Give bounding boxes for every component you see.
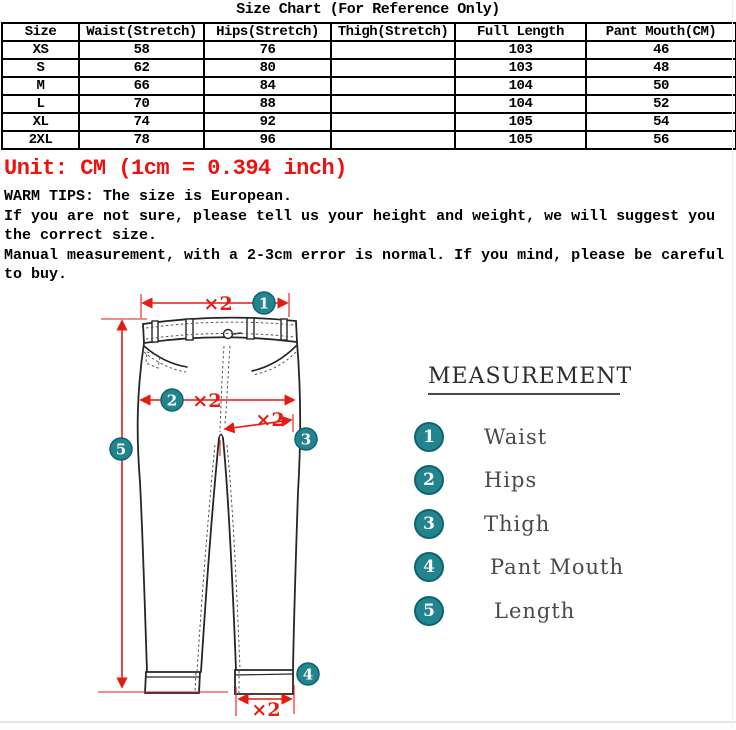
legend-label: Length — [494, 598, 576, 623]
col-header-pant-mouth: Pant Mouth(CM) — [586, 23, 736, 41]
cell — [331, 77, 455, 95]
legend-label: Pant Mouth — [490, 555, 624, 580]
cell: 74 — [79, 113, 204, 131]
cell: 80 — [204, 59, 331, 77]
cell: 103 — [455, 59, 586, 77]
cell: 104 — [455, 77, 586, 95]
svg-text:5: 5 — [115, 440, 127, 459]
cell: 62 — [79, 59, 204, 77]
measurement-legend-title: MEASUREMENT — [428, 364, 620, 395]
cell: 103 — [455, 41, 586, 59]
pants-outline — [138, 318, 300, 694]
badge-1-waist — [253, 292, 275, 314]
table-row-xs — [2, 41, 736, 59]
col-header-full-length: Full Length — [455, 23, 586, 41]
size-chart-title: Size Chart (For Reference Only) — [236, 1, 500, 18]
cell: 58 — [79, 41, 204, 59]
x2-label-pant-mouth: ×2 — [251, 699, 281, 721]
cell: XS — [2, 41, 79, 59]
legend-item-thigh — [414, 502, 694, 546]
col-header-hips: Hips(Stretch) — [204, 23, 331, 41]
x2-label-waist: ×2 — [203, 293, 233, 315]
col-header-size: Size — [2, 23, 79, 41]
warm-tips — [4, 187, 734, 285]
legend-label: Thigh — [484, 511, 551, 536]
x2-label-hips: ×2 — [192, 390, 222, 412]
svg-text:2: 2 — [166, 391, 178, 410]
cell: 52 — [586, 95, 736, 113]
size-chart-table — [1, 22, 736, 150]
tip-line: If you are not sure, please tell us your height and weight, we will suggest you the correct size. — [4, 207, 716, 244]
cell — [331, 113, 455, 131]
legend-item-waist — [414, 415, 694, 459]
badge-2-hips — [161, 389, 183, 411]
cell — [331, 41, 455, 59]
legend-badge-4: 4 — [414, 552, 444, 582]
cell: 96 — [204, 131, 331, 149]
badge-5-length — [110, 438, 132, 460]
table-row-2xl — [2, 131, 736, 149]
legend-badge-2: 2 — [414, 465, 444, 495]
cell: 88 — [204, 95, 331, 113]
cell — [331, 59, 455, 77]
svg-text:4: 4 — [302, 665, 314, 684]
svg-text:1: 1 — [258, 294, 270, 313]
legend-badge-1: 1 — [414, 422, 444, 452]
badge-3-thigh — [295, 428, 317, 450]
legend-item-hips — [414, 459, 694, 503]
table-row-s — [2, 59, 736, 77]
legend-item-length — [414, 589, 694, 633]
table-row-xl — [2, 113, 736, 131]
cell: 70 — [79, 95, 204, 113]
unit-note: Unit: CM (1cm = 0.394 inch) — [4, 156, 347, 181]
cell: 2XL — [2, 131, 79, 149]
cell: L — [2, 95, 79, 113]
svg-text:3: 3 — [300, 430, 312, 449]
cell: XL — [2, 113, 79, 131]
legend-badge-3: 3 — [414, 509, 444, 539]
cell: S — [2, 59, 79, 77]
cell: 66 — [79, 77, 204, 95]
legend-label: Hips — [484, 468, 538, 493]
col-header-thigh: Thigh(Stretch) — [331, 23, 455, 41]
right-edge-line — [732, 0, 733, 728]
table-row-m — [2, 77, 736, 95]
cell: 104 — [455, 95, 586, 113]
legend-label: Waist — [484, 424, 548, 449]
cell: 54 — [586, 113, 736, 131]
cell: 105 — [455, 113, 586, 131]
bottom-divider — [0, 721, 736, 730]
table-header-row — [2, 23, 736, 41]
cell: 78 — [79, 131, 204, 149]
badge-4-pant-mouth — [297, 663, 319, 685]
cell: 50 — [586, 77, 736, 95]
pants-measurement-diagram — [88, 288, 338, 726]
cell: M — [2, 77, 79, 95]
cell: 48 — [586, 59, 736, 77]
cell — [331, 95, 455, 113]
cell — [331, 131, 455, 149]
cell: 105 — [455, 131, 586, 149]
tip-line: WARM TIPS: The size is European. — [4, 188, 293, 205]
legend-item-pant-mouth — [414, 546, 694, 590]
col-header-waist: Waist(Stretch) — [79, 23, 204, 41]
measurement-arrows — [98, 293, 294, 716]
multiplier-labels — [192, 293, 284, 721]
pants-stitching — [144, 322, 296, 693]
cell: 84 — [204, 77, 331, 95]
cell: 46 — [586, 41, 736, 59]
tip-line: Manual measurement, with a 2-3cm error is normal. If you mind, please be careful to buy. — [4, 246, 725, 283]
cell: 92 — [204, 113, 331, 131]
table-row-l — [2, 95, 736, 113]
measurement-legend — [414, 415, 694, 633]
x2-label-thigh: ×2 — [255, 409, 285, 431]
legend-badge-5: 5 — [414, 596, 444, 626]
cell: 56 — [586, 131, 736, 149]
cell: 76 — [204, 41, 331, 59]
